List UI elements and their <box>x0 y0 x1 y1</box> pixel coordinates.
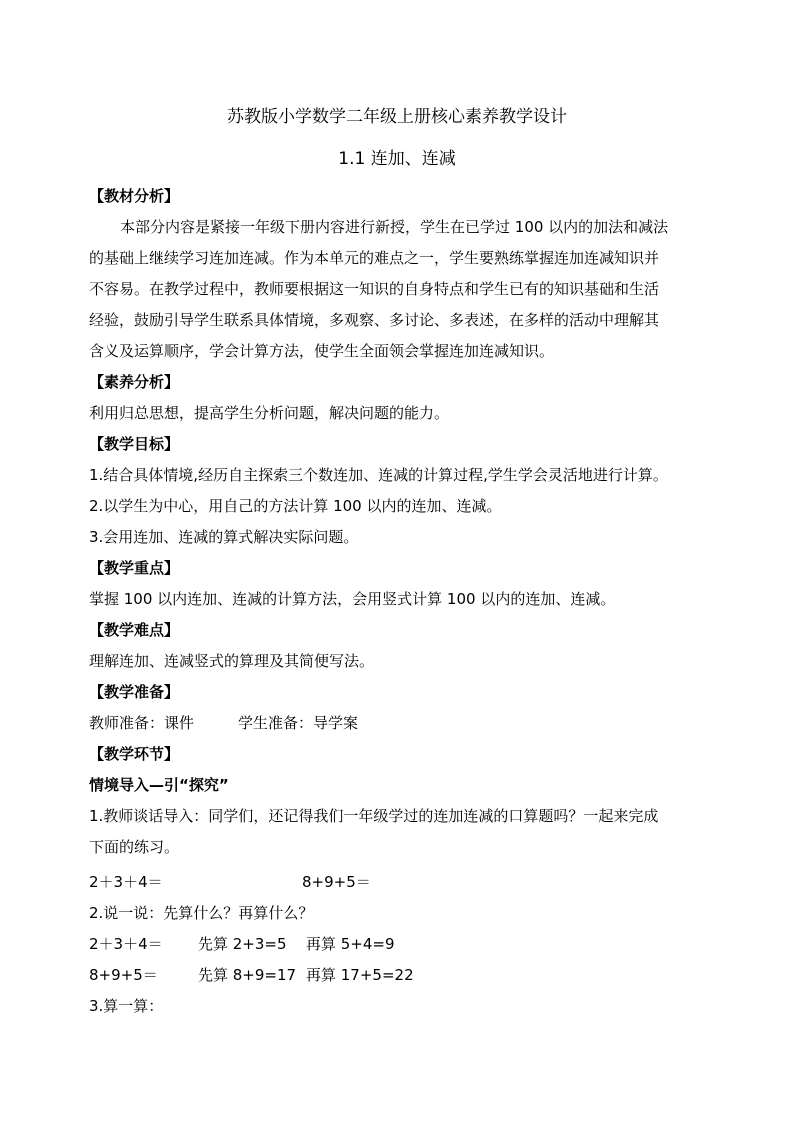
objective-item: 1.结合具体情境,经历自主探索三个数连加、连减的计算过程,学生学会灵活地进行计算。 <box>89 466 668 484</box>
textbook-analysis-line: 不容易。在教学过程中，教师要根据这一知识的自身特点和学生已有的知识基础和生活 <box>89 280 660 298</box>
row2-first-step: 先算 8+9=17 <box>198 966 297 984</box>
row2-then-step: 再算 17+5=22 <box>306 966 414 984</box>
textbook-analysis-heading: 【教材分析】 <box>89 187 180 205</box>
row1-then-step: 再算 5+4=9 <box>306 935 395 953</box>
literacy-analysis-text: 利用归总思想，提高学生分析问题，解决问题的能力。 <box>89 404 450 422</box>
exercise-b: 8+9+5＝ <box>302 873 371 891</box>
key-points-text: 掌握 100 以内连加、连减的计算方法，会用竖式计算 100 以内的连加、连减。 <box>89 590 616 608</box>
teacher-preparation: 教师准备：课件 <box>89 714 195 732</box>
objective-item: 2.以学生为中心，用自己的方法计算 100 以内的连加、连减。 <box>89 497 502 515</box>
difficulties-heading: 【教学难点】 <box>89 621 180 639</box>
row1-first-step: 先算 2+3=5 <box>198 935 287 953</box>
preparation-heading: 【教学准备】 <box>89 683 180 701</box>
step2-text: 2.说一说：先算什么？再算什么？ <box>89 904 314 922</box>
process-heading: 【教学环节】 <box>89 745 180 763</box>
row1-expression: 2＋3＋4＝ <box>89 935 163 953</box>
difficulties-text: 理解连加、连减竖式的算理及其简便写法。 <box>89 652 375 670</box>
textbook-analysis-line: 的基础上继续学习连加连减。作为本单元的难点之一，学生要熟练掌握连加连减知识并 <box>89 249 660 267</box>
lesson-subtitle: 1.1 连加、连减 <box>338 149 456 169</box>
step1-text-cont: 下面的练习。 <box>89 838 180 856</box>
literacy-analysis-heading: 【素养分析】 <box>89 373 180 391</box>
document-title: 苏教版小学数学二年级上册核心素养教学设计 <box>227 107 567 127</box>
step3-text: 3.算一算： <box>89 997 164 1015</box>
step1-text: 1.教师谈话导入：同学们，还记得我们一年级学过的连加连减的口算题吗？一起来完成 <box>89 807 659 825</box>
objective-item: 3.会用连加、连减的算式解决实际问题。 <box>89 528 359 546</box>
process-subheading: 情境导入—引“探究” <box>89 776 229 794</box>
textbook-analysis-line: 含义及运算顺序，学会计算方法，使学生全面领会掌握连加连减知识。 <box>89 342 555 360</box>
textbook-analysis-line: 本部分内容是紧接一年级下册内容进行新授，学生在已学过 100 以内的加法和减法 <box>120 218 669 236</box>
row2-expression: 8+9+5＝ <box>89 966 158 984</box>
objectives-heading: 【教学目标】 <box>89 435 180 453</box>
textbook-analysis-line: 经验，鼓励引导学生联系具体情境，多观察、多讨论、多表述，在多样的活动中理解其 <box>89 311 660 329</box>
key-points-heading: 【教学重点】 <box>89 559 180 577</box>
student-preparation: 学生准备：导学案 <box>238 714 359 732</box>
exercise-a: 2＋3＋4＝ <box>89 873 163 891</box>
